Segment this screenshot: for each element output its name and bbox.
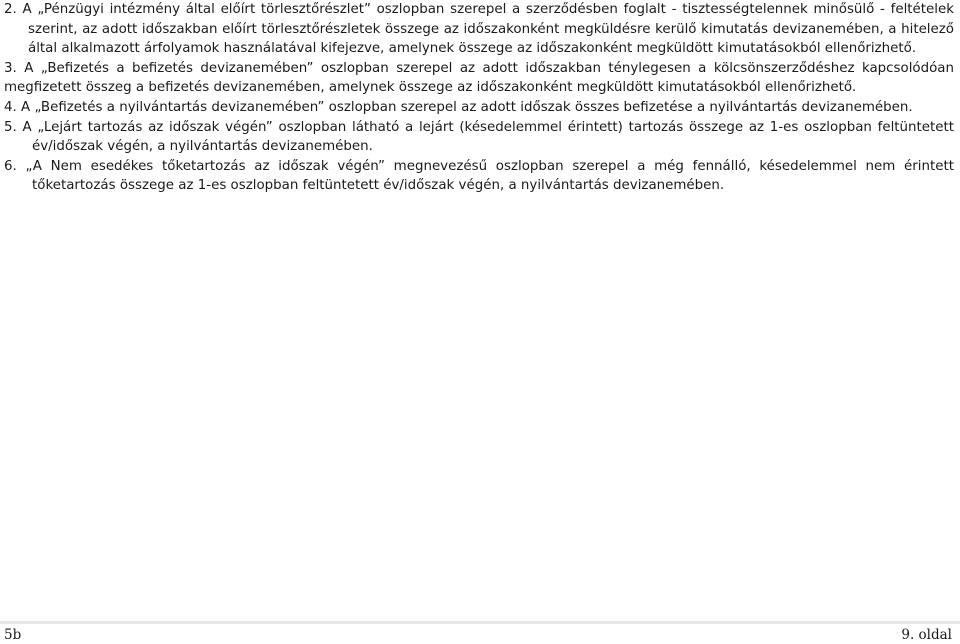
- paragraph-2: [4, 0, 954, 59]
- paragraph-text: A „Lejárt tartozás az időszak végén” oszlopban látható a lejárt (késedelemmel érintett) tartozás összege az 1-es oszlopban feltüntetett év/időszak végén, a nyilvántartás devizanemében.: [22, 119, 954, 155]
- paragraph-text: A „Befizetés a befizetés devizanemében” oszlopban szerepel az adott időszakban ténylegesen a kölcsönszerződéshez kapcsolódóan megfizetett összeg a befizetés devizanemében, amelynek összege az időszakonként megküldött kimutatásokból ellenőrizhető.: [4, 60, 954, 96]
- footer-section-code: 5b: [4, 627, 22, 643]
- paragraph-6: [4, 157, 954, 196]
- paragraph-number: 3.: [4, 60, 17, 76]
- document-body: [4, 0, 954, 196]
- paragraph-3: [4, 59, 954, 98]
- paragraph-number: 5.: [4, 119, 17, 135]
- paragraph-text: A „Befizetés a nyilvántartás devizanemében” oszlopban szerepel az adott időszak összes befizetése a nyilvántartás devizanemében.: [21, 99, 913, 115]
- footer-page-number: 9. oldal: [901, 627, 952, 643]
- paragraph-5: [4, 118, 954, 157]
- paragraph-4: [4, 98, 954, 118]
- paragraph-number: 2.: [4, 2, 17, 17]
- paragraph-text: „A Nem esedékes tőketartozás az időszak végén” megnevezésű oszlopban szerepel a még fennálló, késedelemmel nem érintett tőketartozás összege az 1-es oszlopban feltüntetett év/időszak végén, a nyilvántartás devizanemében.: [25, 158, 954, 194]
- footer-divider: [0, 621, 960, 624]
- paragraph-number: 6.: [4, 158, 17, 174]
- paragraph-number: 4.: [4, 99, 17, 115]
- paragraph-text: A „Pénzügyi intézmény által előírt törlesztőrészlet” oszlopban szerepel a szerződésben foglalt - tisztességtelennek minősülő - feltételek szerint, az adott időszakban előírt törlesztőrészletek összege az időszakonként megküldésre kerülő kimutatás devizanemében, a hitelező által alkalmazott árfolyamok használatával kifejezve, amelynek összege az időszakonként megküldött kimutatásokból ellenőrizhető.: [22, 2, 954, 57]
